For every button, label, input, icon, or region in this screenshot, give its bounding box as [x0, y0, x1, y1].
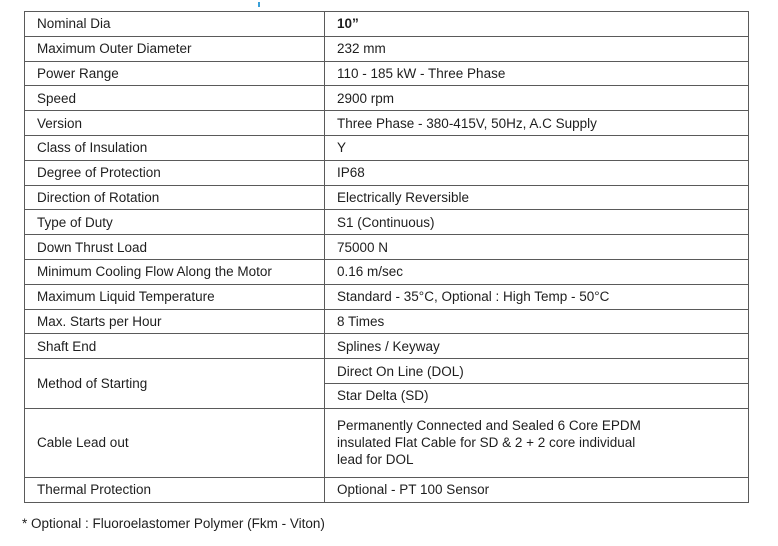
row-label: Power Range [25, 61, 325, 86]
row-label: Thermal Protection [25, 477, 325, 502]
table-row-speed [25, 86, 749, 111]
row-label: Shaft End [25, 334, 325, 359]
row-label: Direction of Rotation [25, 185, 325, 210]
table-row-max-starts-per-hour [25, 309, 749, 334]
footnote: * Optional : Fluoroelastomer Polymer (Fkm - Viton) [22, 516, 325, 531]
row-label: Minimum Cooling Flow Along the Motor [25, 259, 325, 284]
row-label: Maximum Outer Diameter [25, 36, 325, 61]
table-row-method-of-starting [25, 359, 749, 384]
row-value: 75000 N [325, 235, 749, 260]
specification-table [24, 11, 749, 503]
table-row-thermal-protection [25, 477, 749, 502]
row-value: Star Delta (SD) [325, 383, 749, 408]
row-label: Maximum Liquid Temperature [25, 284, 325, 309]
row-value: Three Phase - 380-415V, 50Hz, A.C Supply [325, 111, 749, 136]
row-value: Splines / Keyway [325, 334, 749, 359]
row-label: Speed [25, 86, 325, 111]
row-value: Optional - PT 100 Sensor [325, 477, 749, 502]
row-value: Standard - 35°C, Optional : High Temp - 50°C [325, 284, 749, 309]
row-label: Down Thrust Load [25, 235, 325, 260]
row-value-multiline [325, 408, 749, 477]
row-value: S1 (Continuous) [325, 210, 749, 235]
table-row-type-of-duty [25, 210, 749, 235]
row-label: Class of Insulation [25, 135, 325, 160]
table-row-max-outer-diameter [25, 36, 749, 61]
row-label: Method of Starting [25, 359, 325, 409]
row-value: 0.16 m/sec [325, 259, 749, 284]
row-value: 2900 rpm [325, 86, 749, 111]
cable-lead-line: Permanently Connected and Sealed 6 Core EPDM [337, 418, 641, 434]
table-row-nominal-dia [25, 12, 749, 37]
table-row-class-of-insulation [25, 135, 749, 160]
row-label: Version [25, 111, 325, 136]
row-value: Electrically Reversible [325, 185, 749, 210]
row-label: Max. Starts per Hour [25, 309, 325, 334]
table-row-version [25, 111, 749, 136]
row-value: 10” [325, 12, 749, 37]
row-label: Nominal Dia [25, 12, 325, 37]
table-row-down-thrust-load [25, 235, 749, 260]
table-row-degree-of-protection [25, 160, 749, 185]
table-row-cable-lead-out [25, 408, 749, 477]
table-row-min-cooling-flow [25, 259, 749, 284]
row-label: Type of Duty [25, 210, 325, 235]
table-row-power-range [25, 61, 749, 86]
row-value: 232 mm [325, 36, 749, 61]
row-value: Y [325, 135, 749, 160]
specification-table-body [25, 12, 749, 503]
header-accent-mark [258, 2, 260, 7]
table-row-max-liquid-temperature [25, 284, 749, 309]
row-label: Degree of Protection [25, 160, 325, 185]
row-value: 110 - 185 kW - Three Phase [325, 61, 749, 86]
table-row-direction-of-rotation [25, 185, 749, 210]
cable-lead-line: insulated Flat Cable for SD & 2 + 2 core individual [337, 435, 636, 451]
row-value: IP68 [325, 160, 749, 185]
row-value: Direct On Line (DOL) [325, 359, 749, 384]
cable-lead-line: lead for DOL [337, 452, 414, 468]
row-label: Cable Lead out [25, 408, 325, 477]
row-value: 8 Times [325, 309, 749, 334]
table-row-shaft-end [25, 334, 749, 359]
